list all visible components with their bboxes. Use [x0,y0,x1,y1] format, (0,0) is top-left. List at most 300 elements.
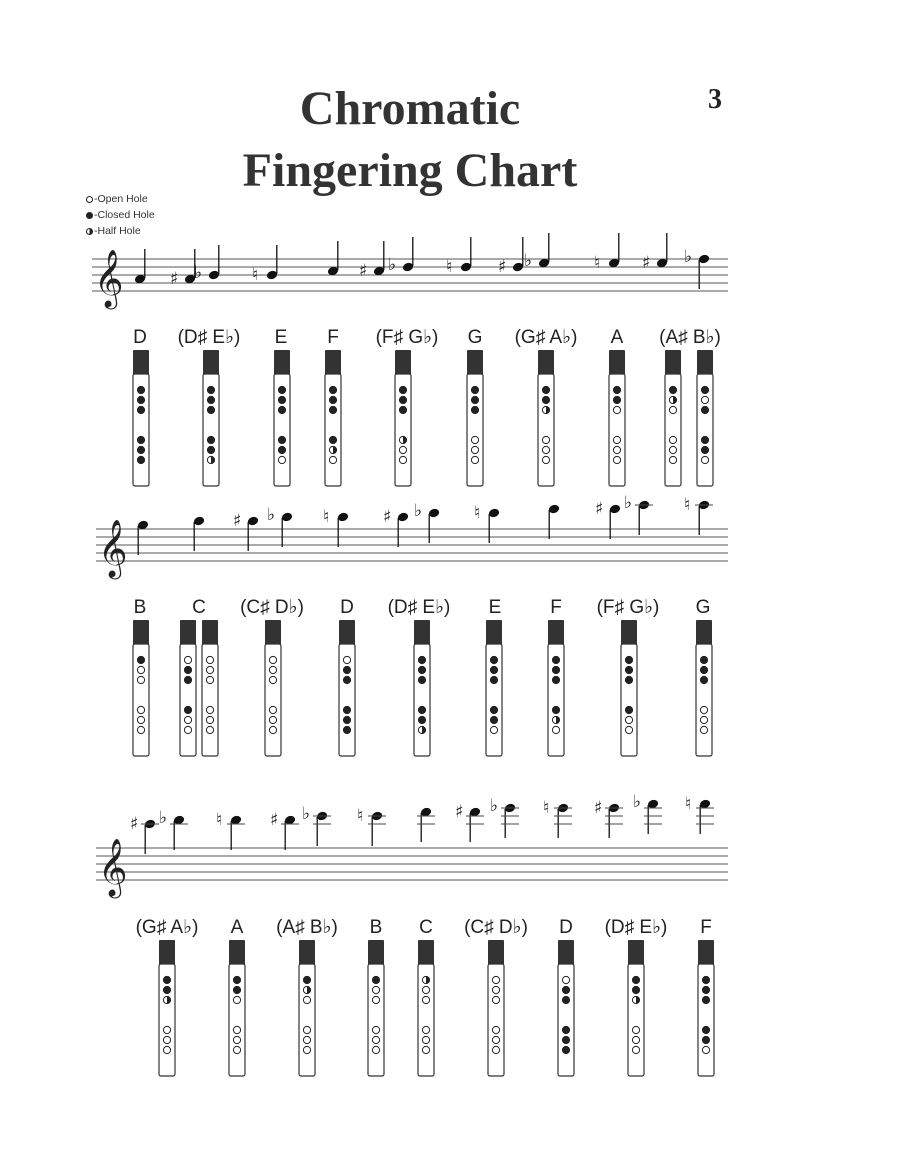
closed-hole-icon [701,406,708,413]
note [193,515,206,551]
closed-hole-icon [399,406,406,413]
open-hole-icon [372,1046,379,1053]
natural-icon: ♮ [216,810,223,830]
open-hole-icon [700,726,707,733]
open-hole-icon [613,406,620,413]
closed-hole-icon [552,706,559,713]
note-label: (D♯ E♭) [387,597,451,618]
note [159,808,188,850]
whistle-mouthpiece [628,940,644,966]
note-label: A [610,327,624,348]
whistle-diagram [368,940,384,1076]
open-hole-icon [492,986,499,993]
closed-hole-icon [418,716,425,723]
open-hole-icon [303,1026,310,1033]
open-hole-icon [163,1046,170,1053]
closed-hole-icon [343,716,350,723]
note-label: D [340,597,354,618]
flat-icon: ♭ [633,792,642,812]
closed-hole-icon [562,996,569,1003]
whistle-diagram [414,620,430,756]
closed-hole-icon [137,396,144,403]
open-hole-icon [137,706,144,713]
open-hole-icon [700,716,707,723]
open-hole-icon [206,716,213,723]
note [455,802,484,842]
open-hole-icon [625,716,632,723]
closed-hole-icon [329,436,336,443]
open-hole-icon [542,456,549,463]
natural-icon: ♮ [357,806,364,826]
closed-hole-icon [343,726,350,733]
sharp-icon: ♯ [233,511,242,531]
closed-hole-icon [278,386,285,393]
note-label: (F♯ G♭) [375,327,439,348]
closed-hole-icon [625,676,632,683]
closed-hole-icon [702,976,709,983]
closed-hole-icon [490,676,497,683]
flat-icon: ♭ [159,808,168,828]
open-hole-icon [613,436,620,443]
closed-hole-icon [137,386,144,393]
flat-icon: ♭ [490,796,499,816]
sharp-icon: ♯ [170,269,179,289]
open-hole-icon [163,1036,170,1043]
note-label: D [133,327,147,348]
note [446,237,472,277]
note [302,804,331,846]
open-hole-icon [625,726,632,733]
closed-hole-icon [137,436,144,443]
note [252,245,278,285]
whistle-diagram [395,350,411,486]
whistle-mouthpiece [229,940,245,966]
note [685,794,714,834]
whistle-diagram [698,940,714,1076]
closed-hole-icon [184,706,191,713]
whistle-mouthpiece [609,350,625,376]
closed-hole-icon [490,666,497,673]
note-label: C [419,917,433,938]
closed-hole-icon [207,406,214,413]
open-hole-icon [343,656,350,663]
whistle-mouthpiece [548,620,564,646]
closed-hole-icon [701,386,708,393]
closed-hole-icon [303,976,310,983]
whistle-mouthpiece [203,350,219,376]
whistle-mouthpiece [558,940,574,966]
whistle-mouthpiece [133,620,149,646]
closed-hole-icon [702,996,709,1003]
whistle-diagram [229,940,245,1076]
whistle-mouthpiece [418,940,434,966]
note-label: E [274,327,288,348]
open-hole-icon [303,996,310,1003]
closed-hole-icon [207,386,214,393]
closed-hole-icon [701,436,708,443]
natural-icon: ♮ [474,503,481,523]
note-label: G [695,597,711,618]
open-hole-icon [492,1046,499,1053]
closed-hole-icon [163,986,170,993]
open-hole-icon [669,446,676,453]
open-hole-icon [303,1046,310,1053]
closed-hole-icon [233,986,240,993]
closed-hole-icon [233,976,240,983]
open-hole-icon [399,446,406,453]
whistle-diagram [203,350,219,486]
note [543,798,572,838]
flat-icon: ♭ [388,255,397,275]
closed-hole-icon [137,656,144,663]
whistle-diagram [621,620,637,756]
treble-clef-icon: 𝄞 [94,249,124,307]
closed-hole-icon [625,706,632,713]
natural-icon: ♮ [594,253,601,273]
note [524,233,550,271]
closed-hole-icon [399,396,406,403]
note [498,237,524,277]
open-hole-icon [422,1036,429,1043]
open-hole-icon [613,446,620,453]
open-hole-icon [269,676,276,683]
closed-hole-icon [702,1026,709,1033]
open-hole-icon [632,1046,639,1053]
open-hole-icon [372,1036,379,1043]
note [490,796,519,838]
closed-hole-icon [542,396,549,403]
note-label: (C♯ D♭) [464,917,528,938]
closed-hole-icon [702,986,709,993]
whistle-mouthpiece [697,350,713,376]
closed-hole-icon [418,676,425,683]
open-hole-icon [303,1036,310,1043]
closed-hole-icon [562,1026,569,1033]
closed-hole-icon [490,706,497,713]
flat-icon: ♭ [267,505,276,525]
closed-hole-icon [552,666,559,673]
closed-hole-icon [701,446,708,453]
open-hole-icon [492,976,499,983]
open-hole-icon [422,1046,429,1053]
closed-hole-icon [625,656,632,663]
whistle-mouthpiece [265,620,281,646]
whistle-mouthpiece [299,940,315,966]
note-label: E [488,597,502,618]
whistle-diagram [609,350,625,486]
closed-hole-icon [278,406,285,413]
page-number: 3 [708,84,722,115]
closed-hole-icon [372,976,379,983]
whistle-diagram [558,940,574,1076]
open-hole-icon [632,1026,639,1033]
open-hole-icon [137,716,144,723]
whistle-diagram [325,350,341,486]
whistle-diagram [180,620,196,756]
whistle-mouthpiece [274,350,290,376]
title-line-2: Fingering Chart [242,144,578,197]
whistle-mouthpiece [696,620,712,646]
closed-hole-icon [700,666,707,673]
open-hole-icon [422,1026,429,1033]
note-label: (A♯ B♭) [659,327,721,348]
note [417,806,435,842]
note [548,503,561,539]
closed-hole-icon [163,976,170,983]
whistle-diagram [133,620,149,756]
note-label: C [192,597,206,618]
open-hole-icon [492,996,499,1003]
note [270,810,299,850]
note [194,245,220,283]
flat-icon: ♭ [624,493,633,513]
sharp-icon: ♯ [498,257,507,277]
open-hole-icon [269,726,276,733]
closed-hole-icon [184,666,191,673]
note-label: B [369,917,383,938]
note-label: (G♯ A♭) [514,327,578,348]
legend-closed-label: -Closed Hole [94,209,155,221]
whistle-diagram [538,350,554,486]
closed-hole-icon [137,456,144,463]
whistle-mouthpiece [202,620,218,646]
closed-hole-icon [418,706,425,713]
open-hole-icon [206,706,213,713]
sharp-icon: ♯ [383,507,392,527]
closed-hole-icon [552,656,559,663]
whistle-diagram [628,940,644,1076]
note-label: F [327,327,339,348]
open-hole-icon [372,996,379,1003]
open-hole-icon [269,666,276,673]
sharp-icon: ♯ [455,802,464,822]
closed-hole-icon [399,386,406,393]
sharp-icon: ♯ [270,810,279,830]
whistle-diagram [133,350,149,486]
whistle-diagram [202,620,218,756]
flat-icon: ♭ [684,247,693,267]
closed-hole-icon [471,386,478,393]
whistle-mouthpiece [325,350,341,376]
sharp-icon: ♯ [642,253,651,273]
whistle-mouthpiece [698,940,714,966]
whistle-diagram [488,940,504,1076]
note [267,505,293,547]
open-hole-icon [233,1026,240,1033]
open-hole-icon [163,1026,170,1033]
closed-hole-icon [184,676,191,683]
open-hole-icon [471,446,478,453]
legend-open-label: -Open Hole [94,193,148,205]
note [633,792,662,834]
open-hole-icon [669,406,676,413]
whistle-diagram [339,620,355,756]
open-hole-icon [184,656,191,663]
closed-hole-icon [418,666,425,673]
open-hole-icon [233,996,240,1003]
whistle-diagram [548,620,564,756]
closed-hole-icon [137,446,144,453]
note-label: (D♯ E♭) [177,327,241,348]
closed-hole-icon [542,386,549,393]
treble-clef-icon: 𝄞 [98,838,128,896]
open-hole-icon [471,456,478,463]
open-hole-icon [422,996,429,1003]
closed-hole-icon [702,1036,709,1043]
open-hole-icon [700,706,707,713]
open-hole-icon [137,726,144,733]
natural-icon: ♮ [252,265,259,285]
open-hole-icon [632,1036,639,1043]
open-hole-icon [233,1036,240,1043]
open-hole-icon [206,726,213,733]
closed-hole-icon [329,396,336,403]
open-hole-icon [669,456,676,463]
closed-hole-icon [207,446,214,453]
whistle-mouthpiece [488,940,504,966]
open-hole-icon [329,456,336,463]
whistle-mouthpiece [414,620,430,646]
closed-hole-icon [343,676,350,683]
note-label: G [467,327,483,348]
whistle-mouthpiece [538,350,554,376]
note [383,507,409,547]
whistle-diagram [299,940,315,1076]
note [216,810,245,850]
open-hole-icon [471,436,478,443]
note-label: (C♯ D♭) [240,597,304,618]
closed-hole-icon [329,386,336,393]
closed-hole-icon [613,386,620,393]
closed-hole-icon [207,436,214,443]
note-label: A [230,917,244,938]
whistle-mouthpiece [339,620,355,646]
closed-hole-icon [669,386,676,393]
open-hole-icon [552,726,559,733]
closed-hole-icon [632,986,639,993]
closed-hole-icon [562,1036,569,1043]
open-hole-icon [669,436,676,443]
closed-hole-icon [137,406,144,413]
closed-hole-icon [343,666,350,673]
whistle-mouthpiece [665,350,681,376]
closed-hole-icon [471,406,478,413]
open-hole-icon [269,716,276,723]
open-hole-icon [206,666,213,673]
whistle-diagram [696,620,712,756]
closed-hole-icon [552,676,559,683]
whistle-diagram [274,350,290,486]
closed-hole-icon [700,676,707,683]
title-line-1: Chromatic [299,82,521,135]
legend-half-label: -Half Hole [94,225,141,237]
sharp-icon: ♯ [359,261,368,281]
open-hole-icon [233,1046,240,1053]
note [594,798,623,838]
whistle-mouthpiece [180,620,196,646]
closed-hole-icon [329,406,336,413]
flat-icon: ♭ [414,501,423,521]
open-hole-icon [372,1026,379,1033]
open-hole-icon [490,726,497,733]
closed-hole-icon [562,986,569,993]
open-hole-icon [492,1026,499,1033]
closed-hole-icon [562,1046,569,1053]
closed-hole-icon [632,976,639,983]
open-hole-icon [562,976,569,983]
natural-icon: ♮ [543,798,550,818]
open-hole-icon [399,456,406,463]
note-label: F [550,597,562,618]
closed-hole-icon [278,436,285,443]
flat-icon: ♭ [194,263,203,283]
note-label: (D♯ E♭) [604,917,668,938]
closed-hole-icon [490,716,497,723]
closed-hole-icon [471,396,478,403]
sharp-icon: ♯ [595,499,604,519]
whistle-mouthpiece [368,940,384,966]
whistle-mouthpiece [486,620,502,646]
open-hole-icon [278,456,285,463]
natural-icon: ♮ [323,507,330,527]
note-label: F [700,917,712,938]
open-hole-icon [702,1046,709,1053]
whistle-mouthpiece [467,350,483,376]
note-label: D [559,917,573,938]
natural-icon: ♮ [685,794,692,814]
whistle-diagram [665,350,681,486]
whistle-diagram [159,940,175,1076]
note [357,806,386,846]
whistle-diagram [486,620,502,756]
closed-hole-icon [700,656,707,663]
open-hole-icon [613,456,620,463]
closed-hole-icon [490,656,497,663]
open-hole-icon [269,706,276,713]
note-label: B [133,597,147,618]
open-hole-icon [206,676,213,683]
open-hole-icon [422,986,429,993]
open-hole-icon [542,436,549,443]
whistle-mouthpiece [395,350,411,376]
open-hole-icon [542,446,549,453]
natural-icon: ♮ [684,495,691,515]
closed-hole-icon [207,396,214,403]
note [595,499,621,539]
closed-hole-icon [343,706,350,713]
closed-hole-icon [418,656,425,663]
closed-hole-icon [278,396,285,403]
open-hole-icon [701,456,708,463]
closed-hole-icon [625,666,632,673]
note-label: (A♯ B♭) [276,917,338,938]
closed-hole-icon [613,396,620,403]
whistle-diagram [697,350,713,486]
whistle-diagram [265,620,281,756]
natural-icon: ♮ [446,257,453,277]
flat-icon: ♭ [302,804,311,824]
open-hole-icon [184,726,191,733]
note [388,237,414,275]
open-hole-icon [492,1036,499,1043]
whistle-mouthpiece [621,620,637,646]
note-label: (F♯ G♭) [596,597,660,618]
open-hole-icon [184,716,191,723]
whistle-mouthpiece [159,940,175,966]
note-label: (G♯ A♭) [135,917,199,938]
note [323,507,349,547]
open-hole-icon [206,656,213,663]
